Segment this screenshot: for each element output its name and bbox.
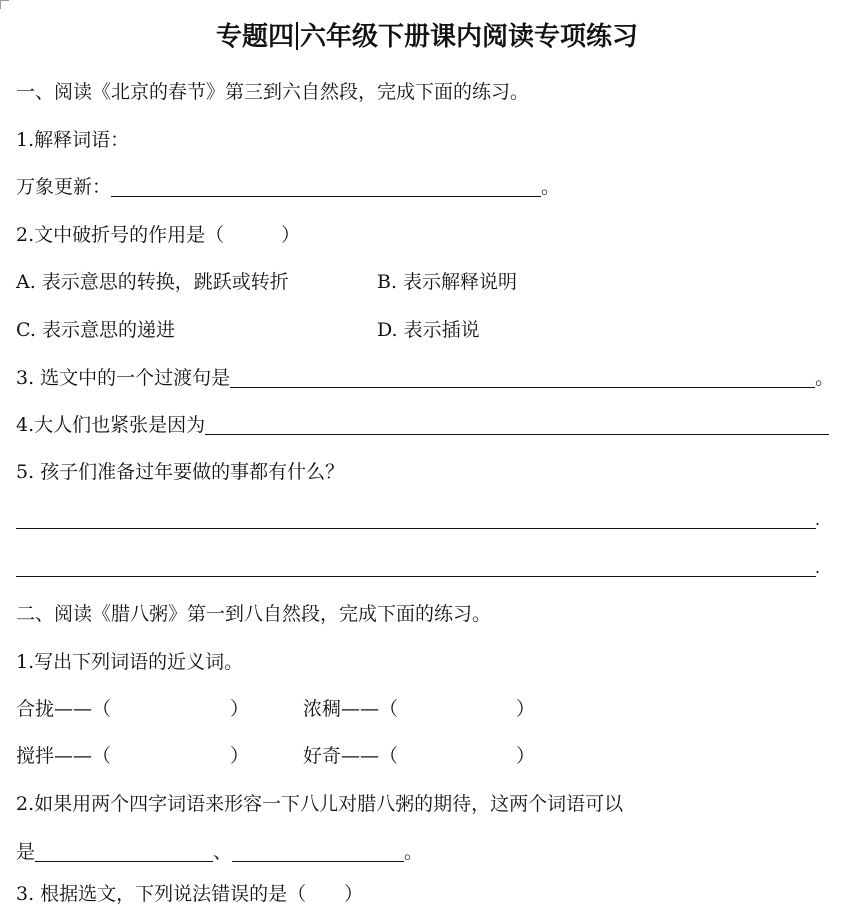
- s1-q3: 3. 选文中的一个过渡句是: [16, 367, 231, 389]
- s2-word-3: 搅拌——（: [16, 745, 112, 767]
- s1-q1-end: 。: [541, 176, 561, 198]
- s1-option-c: C. 表示意思的递进: [16, 319, 175, 341]
- s2-word-2: 浓稠——（: [303, 698, 399, 720]
- s2-word-1-close: ）: [230, 698, 250, 720]
- s1-q5-dot-2: .: [815, 558, 821, 577]
- s2-q2-end: 。: [404, 841, 424, 863]
- s1-q4: 4.大人们也紧张是因为: [16, 414, 206, 436]
- s2-q2-line2: [16, 840, 423, 864]
- s2-word-1: 合拢——（: [16, 698, 112, 720]
- s2-word-2-close: ）: [516, 698, 536, 720]
- page-corner-mark: [0, 0, 9, 9]
- s2-q2-blank-2[interactable]: [232, 841, 404, 862]
- page-title: [0, 20, 854, 54]
- s2-word-4: 好奇——（: [303, 745, 399, 767]
- s1-q1-label: 1.解释词语：: [16, 129, 130, 151]
- section1-heading: 一、阅读《北京的春节》第三到六自然段，完成下面的练习。: [16, 81, 530, 103]
- s1-q2: 2.文中破折号的作用是（ ）: [16, 224, 301, 246]
- s1-q5: 5. 孩子们准备过年要做的事都有什么？: [16, 461, 345, 483]
- s1-q5-answer-line-1[interactable]: [16, 528, 816, 529]
- text-cursor: [296, 22, 298, 50]
- s1-q1-blank[interactable]: [111, 176, 541, 197]
- s2-q2-blank-1[interactable]: [35, 841, 213, 862]
- s1-q3-line: [16, 366, 834, 390]
- s1-option-d: D. 表示插说: [377, 319, 480, 341]
- s1-q1-answer-line: [16, 175, 560, 199]
- s1-q4-blank[interactable]: [205, 414, 829, 435]
- s1-q5-dot-1: .: [815, 510, 821, 529]
- s2-word-4-close: ）: [516, 745, 536, 767]
- s1-option-a: A. 表示意思的转换，跳跃或转折: [16, 271, 289, 293]
- section2-heading: 二、阅读《腊八粥》第一到八自然段，完成下面的练习。: [16, 603, 492, 625]
- s2-q2-start: 是: [16, 841, 36, 863]
- s2-q3-partial: 3. 根据选文，下列说法错误的是（ ）: [16, 883, 364, 905]
- s1-option-b: B. 表示解释说明: [377, 271, 518, 293]
- title-subject: 六年级下册课内阅读专项练习: [300, 22, 639, 52]
- s2-q2-sep: 、: [213, 841, 233, 863]
- s1-q3-blank[interactable]: [230, 367, 815, 388]
- s2-q1: 1.写出下列词语的近义词。: [16, 651, 244, 673]
- s2-q2-line1: 2.如果用两个四字词语来形容一下八儿对腊八粥的期待，这两个词语可以: [16, 793, 624, 815]
- title-topic: 专题四: [215, 22, 294, 52]
- s1-q1-term: 万象更新：: [16, 176, 112, 198]
- s1-q4-line: [16, 413, 829, 437]
- s2-word-3-close: ）: [230, 745, 250, 767]
- s1-q5-answer-line-2[interactable]: [16, 576, 816, 577]
- s1-q3-end: 。: [815, 367, 835, 389]
